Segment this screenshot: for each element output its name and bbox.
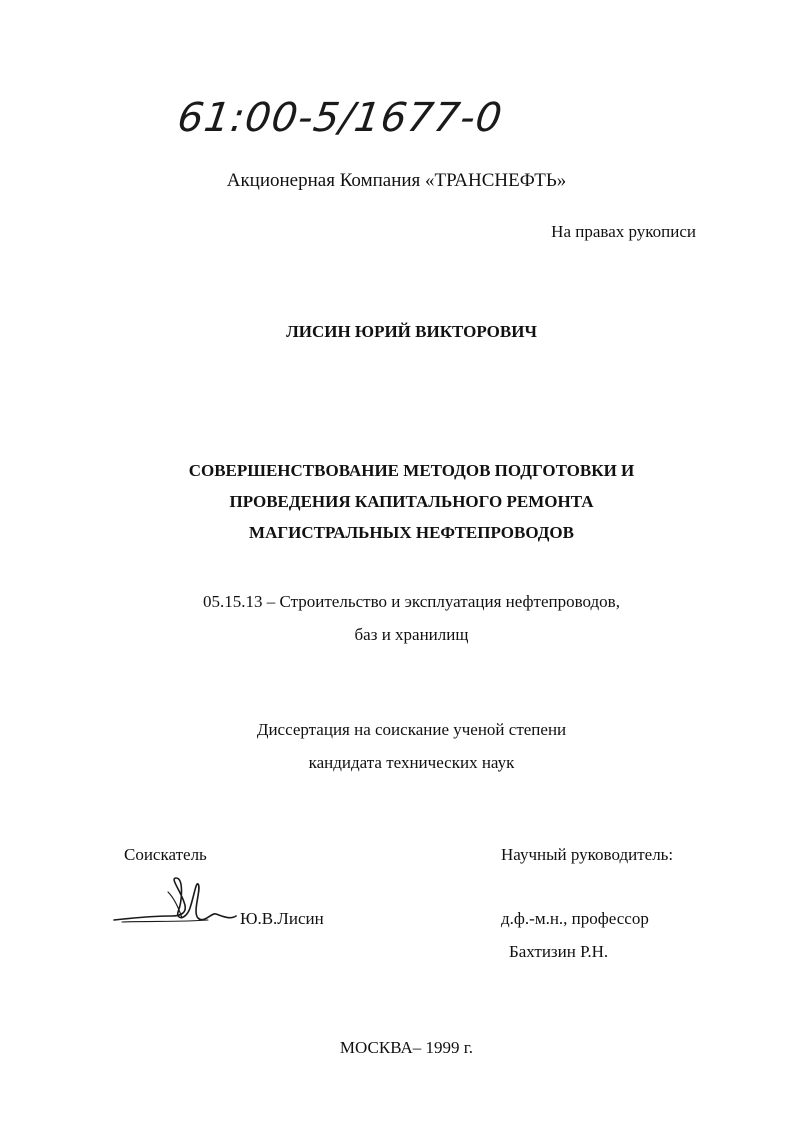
title-line: СОВЕРШЕНСТВОВАНИЕ МЕТОДОВ ПОДГОТОВКИ И [188, 461, 635, 480]
handwritten-signature [112, 872, 240, 928]
specialty-line: баз и хранилищ [354, 625, 469, 644]
advisor-degree: д.ф.-м.н., профессор [501, 909, 649, 928]
degree-statement-line: Диссертация на соискание ученой степени [256, 720, 567, 739]
applicant-name: Ю.В.Лисин [240, 909, 324, 928]
applicant-label: Соискатель [124, 845, 207, 864]
specialty [0, 585, 793, 651]
dissertation-title [0, 455, 793, 548]
city-year: МОСКВА– 1999 г. [339, 1038, 474, 1057]
handwritten-catalog-number: 61:00-5/1677-0 [174, 95, 506, 141]
organization-name: Акционерная Компания «ТРАНСНЕФТЬ» [226, 170, 567, 191]
degree-statement [0, 713, 793, 779]
advisor-label: Научный руководитель: [501, 845, 674, 864]
manuscript-rights-note: На правах рукописи [551, 222, 696, 241]
title-line: МАГИСТРАЛЬНЫХ НЕФТЕПРОВОДОВ [249, 523, 574, 542]
author-name: ЛИСИН ЮРИЙ ВИКТОРОВИЧ [286, 322, 537, 341]
degree-statement-line: кандидата технических наук [308, 753, 515, 772]
title-line: ПРОВЕДЕНИЯ КАПИТАЛЬНОГО РЕМОНТА [229, 492, 594, 511]
advisor-name: Бахтизин Р.Н. [509, 942, 609, 961]
specialty-line: 05.15.13 – Строительство и эксплуатация нефтепроводов, [203, 592, 620, 611]
